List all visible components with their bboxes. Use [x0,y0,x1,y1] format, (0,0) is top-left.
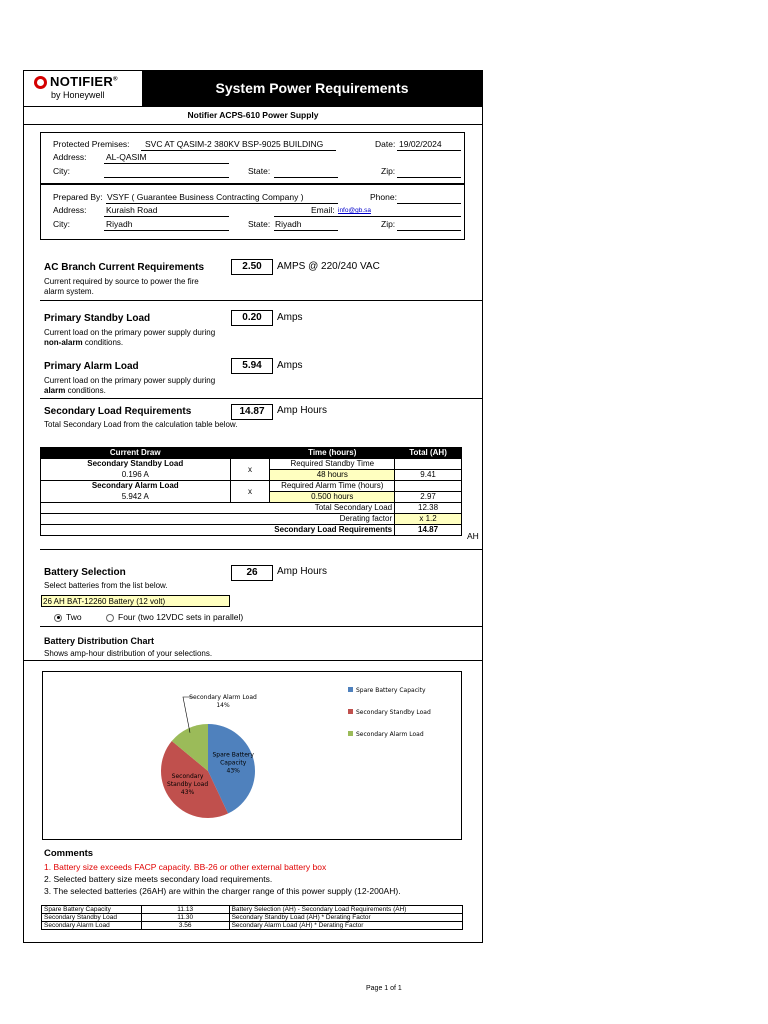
req-unit: AH [467,531,479,541]
prepared-by-label: Prepared By: [53,192,103,202]
brand-name: NOTIFIER® [50,74,118,89]
legend-swatch [348,687,353,692]
page-number: Page 1 of 1 [366,985,402,992]
battery-option-four[interactable]: Four (two 12VDC sets in parallel) [106,612,243,622]
pie-slice-label: Secondary [171,772,204,780]
protected-value[interactable]: SVC AT QASIM-2 380KV BSP-9025 BUILDING [145,139,324,149]
table-row [42,906,463,914]
total-secondary-label: Total Secondary Load [41,503,395,514]
reference-table [41,905,463,930]
state-underline[interactable] [274,177,338,178]
prep-city-value[interactable]: Riyadh [106,219,133,229]
legend-entry: Secondary Alarm Load [356,731,424,738]
ref-cell-value: 11.13 [141,906,229,914]
battery-heading: Battery Selection [44,567,126,578]
divider [24,660,482,661]
prep-city-label: City: [53,219,70,229]
pie-slice-label: 43% [226,767,240,775]
alarm-time-label: Required Alarm Time (hours) [270,481,395,492]
alarm-total: 2.97 [395,492,462,503]
blank-cell [395,481,462,492]
ref-cell-formula: Secondary Standby Load (AH) * Derating Factor [229,914,462,922]
pie-chart [43,672,461,839]
pie-slice-label: 14% [216,702,230,709]
standby-desc-2: non-alarm conditions. [44,338,124,347]
col-header-total: Total (AH) [395,448,462,459]
battery-unit: Amp Hours [277,566,328,577]
zip-underline[interactable] [397,177,461,178]
multiply-sign: x [230,459,270,481]
standby-time-label: Required Standby Time [270,459,395,470]
state-label: State: [248,166,271,176]
alarm-desc-1: Current load on the primary power supply during [44,376,216,385]
standby-desc-1: Current load on the primary power supply during [44,328,216,337]
pie-slice-label: Secondary Alarm Load [189,694,257,701]
secondary-desc: Total Secondary Load from the calculation table below. [44,420,238,429]
radio-selected-icon [54,614,62,622]
battery-select[interactable]: 26 AH BAT-12260 Battery (12 volt) [41,595,230,607]
divider [40,398,482,399]
alarm-heading: Primary Alarm Load [44,361,139,372]
secondary-calc-table [40,447,462,536]
chart-desc: Shows amp-hour distribution of your selections. [44,649,213,658]
ac-branch-desc-1: Current required by source to power the fire [44,277,199,286]
alarm-unit: Amps [277,360,303,371]
standby-total: 9.41 [395,470,462,481]
email-link[interactable]: info@gb.sa [338,207,371,214]
battery-value: 26 [231,565,273,581]
standby-time-input[interactable]: 48 hours [270,470,395,481]
pie-slice-label: Spare Battery [212,751,254,759]
email-underline [274,216,461,217]
phone-underline[interactable] [397,203,461,204]
col-header-time: Time (hours) [270,448,395,459]
alarm-load-label: Secondary Alarm Load [41,481,231,492]
standby-heading: Primary Standby Load [44,313,151,324]
protected-label: Protected Premises: [53,139,130,149]
city-underline[interactable] [104,177,229,178]
ac-branch-value: 2.50 [231,259,273,275]
standby-value: 0.20 [231,310,273,326]
secondary-heading: Secondary Load Requirements [44,406,192,417]
ref-cell-formula: Secondary Alarm Load (AH) * Derating Factor [229,922,462,930]
page-subtitle: Notifier ACPS-610 Power Supply [24,106,482,125]
date-value[interactable]: 19/02/2024 [399,139,442,149]
comment-2: 2. Selected battery size meets secondary load requirements. [44,874,273,884]
sheet-header [24,71,482,106]
blank-cell [395,459,462,470]
secondary-value: 14.87 [231,404,273,420]
legend-swatch [348,731,353,736]
alarm-value: 5.94 [231,358,273,374]
legend-entry: Spare Battery Capacity [356,687,426,694]
derating-value[interactable]: x 1.2 [395,514,462,525]
ref-cell-value: 3.56 [141,922,229,930]
prep-zip-underline[interactable] [397,230,461,231]
prepared-by-value[interactable]: VSYF ( Guarantee Business Contracting Company ) [107,192,304,202]
battery-distribution-chart [42,671,462,840]
divider [40,300,482,301]
prep-zip-label: Zip: [381,219,396,229]
col-header-blank [230,448,270,459]
comments-heading: Comments [44,848,94,859]
ref-cell-formula: Battery Selection (AH) - Secondary Load Requirements (AH) [229,906,462,914]
req-label: Secondary Load Requirements [41,525,395,536]
divider [40,549,482,550]
prep-address-underline [104,216,229,217]
secondary-unit: Amp Hours [277,405,328,416]
page-title: System Power Requirements [142,71,482,106]
divider [40,626,482,627]
ref-cell-name: Spare Battery Capacity [42,906,142,914]
address-underline [104,163,229,164]
standby-unit: Amps [277,312,303,323]
date-underline [397,150,461,151]
battery-desc: Select batteries from the list below. [44,581,168,590]
phone-label: Phone: [370,192,397,202]
ref-cell-name: Secondary Standby Load [42,914,142,922]
pie-slice-label: Standby Load [167,780,209,788]
alarm-load-value: 5.942 A [41,492,231,503]
standby-load-label: Secondary Standby Load [41,459,231,470]
derating-label: Derating factor [41,514,395,525]
brand-sub: by Honeywell [51,90,105,100]
prep-address-value[interactable]: Kuraish Road [106,205,158,215]
col-header-current: Current Draw [41,448,231,459]
total-secondary-value: 12.38 [395,503,462,514]
prep-state-underline [274,230,338,231]
alarm-desc-2: alarm conditions. [44,386,106,395]
prepared-by-underline [106,203,338,204]
prep-state-label: State: [248,219,271,229]
protected-underline [141,150,336,151]
chart-heading: Battery Distribution Chart [44,636,155,646]
date-label: Date: [375,139,396,149]
ac-branch-unit: AMPS @ 220/240 VAC [277,261,380,272]
comment-3: 3. The selected batteries (26AH) are within the charger range of this power supply (12-200AH). [44,886,401,896]
standby-load-value: 0.196 A [41,470,231,481]
comment-1: 1. Battery size exceeds FACP capacity. BB-26 or other external battery box [44,862,327,872]
alarm-time-input[interactable]: 0.500 hours [270,492,395,503]
battery-option-two[interactable]: Two [54,612,82,622]
notifier-logo [24,71,142,106]
multiply-sign: x [230,481,270,503]
table-row [42,922,463,930]
ac-branch-desc-2: alarm system. [44,287,94,296]
city-label: City: [53,166,70,176]
email-label: Email: [311,205,335,215]
power-requirements-sheet [23,70,483,943]
ac-branch-heading: AC Branch Current Requirements [44,262,205,273]
legend-entry: Secondary Standby Load [356,709,431,716]
prep-address-label: Address: [53,205,87,215]
pie-slice-label: 43% [180,788,195,796]
req-value: 14.87 [395,525,462,536]
address-value[interactable]: AL-QASIM [106,152,147,162]
ref-cell-value: 11.30 [141,914,229,922]
zip-label: Zip: [381,166,396,176]
prep-state-value[interactable]: Riyadh [275,219,302,229]
notifier-logo-icon [34,76,47,89]
address-label: Address: [53,152,87,162]
table-row [42,914,463,922]
pie-slice-label: Capacity [220,759,247,767]
radio-unselected-icon [106,614,114,622]
ref-cell-name: Secondary Alarm Load [42,922,142,930]
legend-swatch [348,709,353,714]
prep-city-underline [104,230,229,231]
